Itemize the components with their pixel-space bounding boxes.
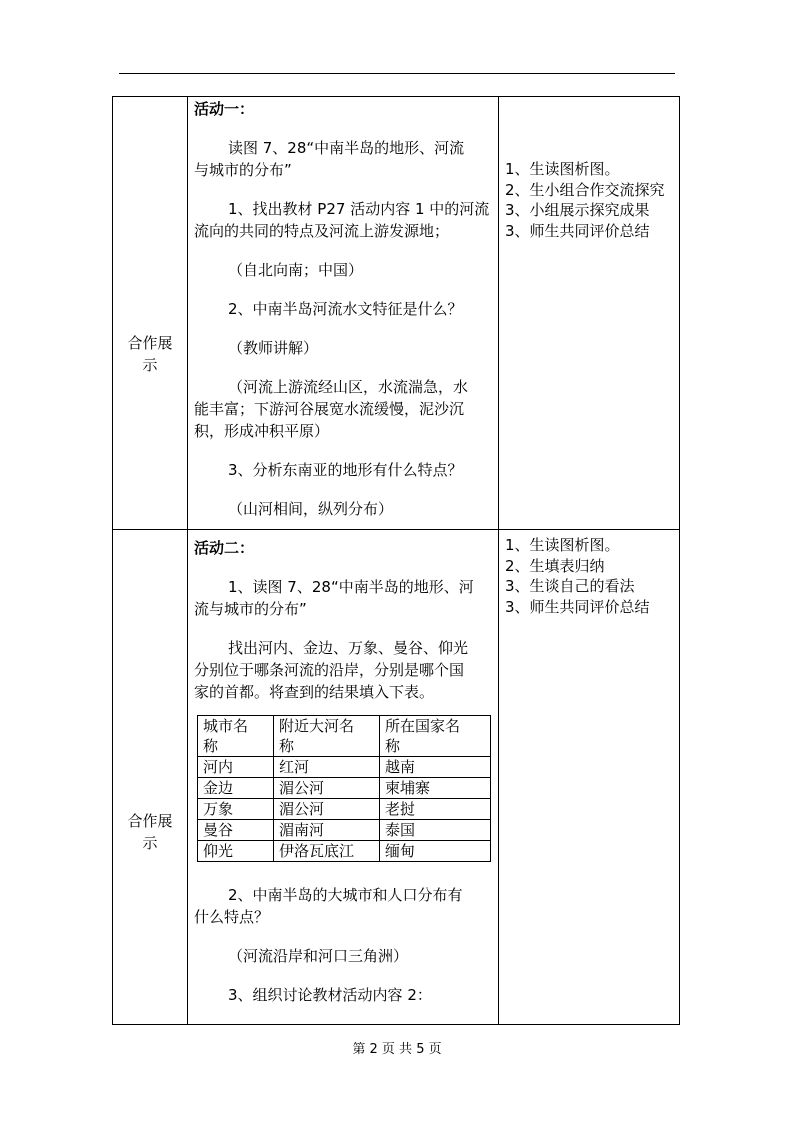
activity1-question-1: 流向的共同的特点及河流上游发源地； (194, 222, 450, 240)
section-label-text: 示 (142, 356, 158, 374)
activity1-para: 读图 7、28“中南半岛的地形、河流 (228, 139, 465, 157)
table-row (198, 799, 491, 820)
table-cell: 伊洛瓦底江 (274, 841, 380, 862)
table-header-cell (198, 716, 274, 757)
activity1-question-3: 3、分析东南亚的地形有什么特点？ (228, 461, 463, 479)
table-cell: 金边 (198, 778, 274, 799)
header-text: 称 (385, 737, 401, 755)
list-item: 2、生小组合作交流探究 (505, 180, 665, 199)
activity1-title: 活动一： (194, 100, 255, 118)
table-cell: 缅甸 (380, 841, 491, 862)
list-item: 3、师生共同评价总结 (505, 221, 650, 240)
column-divider (498, 96, 499, 1025)
activity1-teacher-note: （教师讲解） (228, 339, 319, 357)
list-item: 3、生谈自己的看法 (505, 577, 635, 595)
list-item: 1、生读图析图。 (505, 160, 620, 178)
table-cell: 河内 (198, 757, 274, 778)
list-item: 3、师生共同评价总结 (505, 597, 650, 616)
page-footer: 第 2 页 共 5 页 (352, 1042, 442, 1057)
header-text: 所在国家名 (385, 717, 461, 735)
activity2-para: 流与城市的分布” (194, 600, 307, 618)
activity2-para: 1、读图 7、28“中南半岛的地形、河 (228, 578, 474, 596)
table-cell: 曼谷 (198, 820, 274, 841)
header-text: 称 (203, 737, 219, 755)
table-row (198, 841, 491, 862)
activity2-instruction: 家的首都。将查到的结果填入下表。 (194, 683, 435, 701)
activity2-question-2: 2、中南半岛的大城市和人口分布有 (228, 886, 463, 904)
section-label-text: 合作展 (127, 812, 173, 830)
header-rule (119, 73, 675, 74)
table-row (198, 757, 491, 778)
row-divider-left (112, 529, 680, 530)
activity1-question-2: 2、中南半岛河流水文特征是什么？ (228, 300, 463, 318)
activity2-question-3: 3、组织讨论教材活动内容 2： (228, 986, 432, 1004)
activity1-question-1: 1、找出教材 P27 活动内容 1 中的河流 (228, 200, 490, 218)
activity2-title: 活动二： (194, 539, 255, 557)
section-label-2 (113, 810, 187, 854)
table-cell: 红河 (274, 757, 380, 778)
table-cell: 柬埔寨 (380, 778, 491, 799)
table-cell: 泰国 (380, 820, 491, 841)
table-cell: 湄公河 (274, 799, 380, 820)
table-header-cell (380, 716, 491, 757)
table-row (198, 778, 491, 799)
list-item: 3、小组展示探究成果 (505, 201, 650, 219)
list-item: 1、生读图析图。 (505, 536, 620, 554)
header-text: 城市名 (203, 717, 249, 735)
section-label-text: 示 (142, 834, 158, 852)
activity2-instruction: 找出河内、金边、万象、曼谷、仰光 (228, 639, 469, 657)
list-item: 2、生填表归纳 (505, 556, 605, 575)
table-cell: 湄南河 (274, 820, 380, 841)
student-activities-1 (505, 159, 665, 241)
table-header-row (198, 716, 491, 757)
activity1-answer-2: 积，形成冲积平原） (194, 422, 330, 440)
table-row (198, 820, 491, 841)
activity2-instruction: 分别位于哪条河流的沿岸，分别是哪个国 (194, 661, 465, 679)
header-text: 称 (279, 737, 295, 755)
table-cell: 越南 (380, 757, 491, 778)
table-header-cell (274, 716, 380, 757)
table-cell: 老挝 (380, 799, 491, 820)
header-text: 附近大河名 (279, 717, 355, 735)
activity1-answer-3: （山河相间，纵列分布） (228, 500, 394, 518)
section-label-1 (113, 332, 187, 376)
student-activities-2 (505, 535, 650, 617)
activity1-answer-2: （河流上游流经山区，水流湍急，水 (228, 378, 469, 396)
activity1-answer-1: （自北向南；中国） (228, 261, 364, 279)
table-cell: 万象 (198, 799, 274, 820)
activity2-answer-2: （河流沿岸和河口三角洲） (228, 947, 409, 965)
activity2-question-2: 什么特点？ (194, 908, 270, 926)
section-label-text: 合作展 (127, 334, 173, 352)
table-cell: 湄公河 (274, 778, 380, 799)
activity1-para: 与城市的分布” (194, 161, 292, 179)
city-river-table (197, 715, 491, 862)
activity1-answer-2: 能丰富；下游河谷展宽水流缓慢，泥沙沉 (194, 400, 465, 418)
column-divider (187, 96, 188, 1025)
table-cell: 仰光 (198, 841, 274, 862)
